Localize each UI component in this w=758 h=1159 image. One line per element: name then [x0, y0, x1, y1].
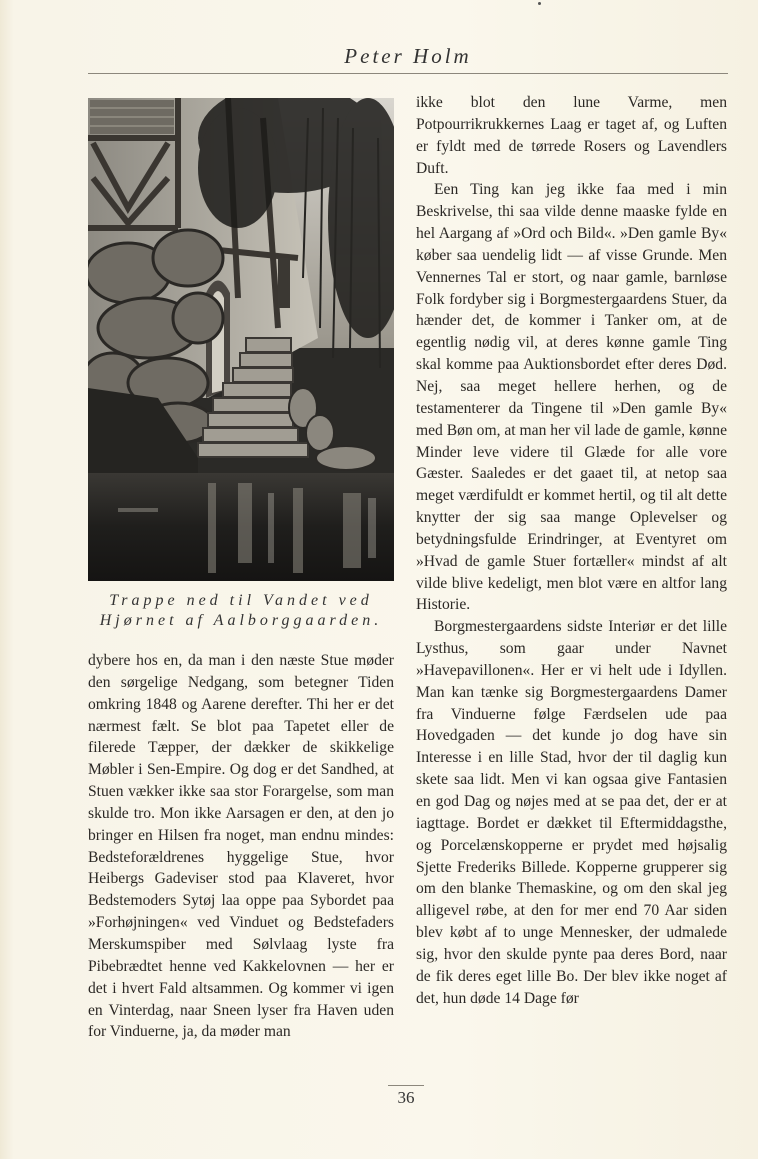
photo-caption: [88, 591, 394, 631]
right-paragraph-3: Borgmestergaardens sidste Interiør er det lille Lysthus, som gaar under Navnet »Havepavillonen«. Her er vi helt ude i Idyllen. Man kan tænke sig Borgmestergaardens Damer fra Vinduerne følge Færdselen ude paa Hovedgaden — det kunde jo dog have sin Interesse i en lille Stad, hvor der til daglig kun skete saa lidt. Men vi kan ogsaa give Fantasien en god Dag og nøjes med at se paa det, der er at iagttage. Bordet er dækket til Eftermiddagsthe, og Porcelænskopperne er prydet med højsalig Sjette Frederiks Billede. Kopperne grupperer sig om den blanke Themaskine, og om den skal jeg alligevel røbe, at den for mer end 70 Aar siden blev købt af to unge Mennesker, der udmalede sig, hvor den skulde pynte paa deres Bord, naar de fik deres eget lille Bo. Der blev ikke noget af det, hun døde 14 Dage før: [416, 618, 727, 1007]
right-text-column: [416, 92, 727, 1009]
right-paragraph-1: ikke blot den lune Varme, men Potpourrikrukkernes Laag er taget af, og Luften er fyldt med de tørrede Rosers og Lavendlers Duft.: [416, 94, 727, 177]
page-number: 36: [397, 1088, 415, 1107]
right-paragraph-2: Een Ting kan jeg ikke faa med i min Beskrivelse, thi saa vilde denne maaske fylde en hel Aargang af »Ord och Bild«. »Den gamle By« køber saa uendelig lidt — af visse Grunde. Men Vennernes Tal er stort, og naar gamle, barnløse Folk fordyber sig i Borgmestergaardens Stuer, da hænder det, de kommer i Tanker om, at de egentlig nødig vil, at deres kønne gamle Ting skal komme paa Auktionsbordet efter deres Død. Nej, saa meget hellere herhen, og de testamenterer da Tingene til »Den gamle By« med Bøn om, at man her vil lade de gamle, kønne Minder leve videre til Glæde for alle vore Gæster. Saaledes er det gaaet til, at netop saa meget værdifuldt er kommet hertil, og til alt dette knytter der sig saa mange Oplevelser og betydningsfulde Erindringer, at Eventyret om »Hvad de gamle Stuer fortæller« mindst af alt vilde blive kedeligt, men blot være en altfor lang Historie.: [416, 181, 727, 614]
caption-line-1: Trappe ned til Vandet ved: [109, 592, 373, 609]
running-head: Peter Holm: [344, 44, 472, 68]
folio-rule: [388, 1085, 424, 1086]
left-paragraph-1: dybere hos en, da man i den næste Stue møder den sørgelige Nedgang, som betegner Tiden omkring 1848 og Aarene derefter. Thi her er det nærmest fælt. Se blot paa Tapetet eller de filerede Tæpper, der dækker de skikkelige Møbler i Sen-Empire. Og dog er det Sandhed, at Stuen vækker ikke saa stor Forargelse, som man skulde tro. Mon ikke Aarsagen er den, at den jo bringer en Hilsen fra noget, man endnu mindes: Bedsteforældrenes hyggelige Stue, hvor Heibergs Gadeviser stod paa Klaveret, hvor Bedstemoders Sytøj laa oppe paa Sybordet paa »Forhøjningen« ved Vinduet og Bedstefaders Merskumspiber med Sølvlaag lyste fra Pibebrædtet henne ved Kakkelovnen — her er det i hvert Fald altsammen. Og kommer vi igen en Vinterdag, naar Sneen lyser fra Haven uden for Vinduerne, ja, da møder man: [88, 652, 394, 1041]
print-speck: [538, 2, 541, 5]
stairs-photo-illustration: [88, 98, 394, 581]
header-rule: [88, 73, 728, 74]
photograph-stone-stairs: [88, 98, 394, 581]
caption-line-2: Hjørnet af Aalborggaarden.: [99, 612, 383, 629]
left-text-column: [88, 650, 394, 1043]
